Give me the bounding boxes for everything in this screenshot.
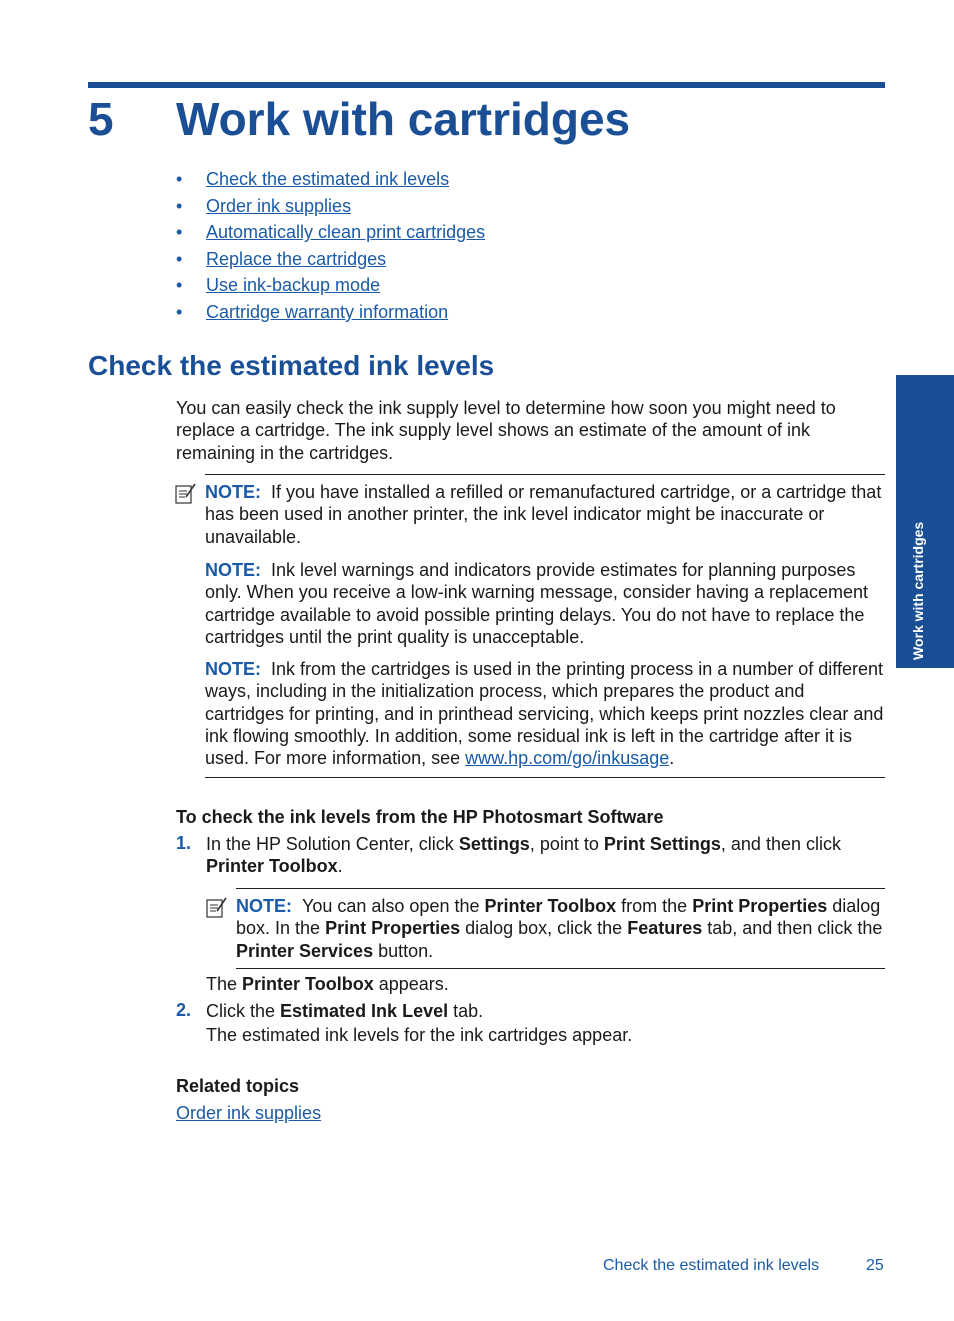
procedure-heading: To check the ink levels from the HP Photosmart Software [176, 807, 664, 827]
step-2-result: The estimated ink levels for the ink cartridges appear. [206, 1025, 633, 1045]
note-text: Ink from the cartridges is used in the printing process in a number of different ways, including in the initialization process, which prepares the product and cartridges for printing, and in printhead servicing, which keeps print nozzles clear and ink flowing smoothly. In addition, some residual ink is left in the cartridge after it is used. For more information, see [205, 659, 884, 769]
toc-item [176, 193, 485, 220]
note-bottom-rule [236, 968, 885, 969]
bullet-icon: • [176, 275, 183, 296]
related-topics-heading: Related topics [176, 1076, 300, 1096]
note-top-rule [236, 888, 885, 889]
note-text: Ink level warnings and indicators provide estimates for planning purposes only. When you receive a low-ink warning message, consider having a replacement cartridge available to avoid possible printing delays. You do not have to replace the cartridges until the print quality is unacceptable. [205, 560, 869, 647]
related-topics-list [176, 1102, 886, 1124]
toc-item [176, 272, 485, 299]
toc-item [176, 299, 485, 326]
step-2-text: Click the Estimated Ink Level tab. [206, 1001, 484, 1021]
note-label: NOTE: [205, 482, 261, 502]
section-intro: You can easily check the ink supply level to determine how soon you might need to replace a cartridge. The ink supply level shows an estimate of the amount of ink remaining in the cartridges. [176, 398, 836, 463]
bullet-icon: • [176, 195, 183, 216]
step-1-note: NOTE: You can also open the Printer Toolbox from the Print Properties dialog box. In the Print Properties dialog box, click the Features tab, and then click the Printer Services button. [236, 896, 883, 961]
note-2 [205, 559, 885, 648]
toc-item [176, 166, 485, 193]
bullet-icon: • [176, 248, 183, 269]
note-text: If you have installed a refilled or remanufactured cartridge, or a cartridge that has been used in another printer, the ink level indicator might be inaccurate or unavailable. [205, 482, 882, 547]
toc-link-order-ink[interactable]: Order ink supplies [206, 195, 352, 216]
chapter-rule [88, 82, 885, 88]
step-1-result: The Printer Toolbox appears. [206, 974, 449, 994]
related-link-order-ink[interactable]: Order ink supplies [176, 1103, 322, 1123]
step-number: 2. [176, 1000, 192, 1020]
note-label: NOTE: [205, 560, 261, 580]
footer-section-title: Check the estimated ink levels [603, 1257, 820, 1274]
step-number: 1. [176, 833, 192, 853]
section-heading: Check the estimated ink levels [88, 350, 495, 381]
toc-link-warranty[interactable]: Cartridge warranty information [206, 301, 449, 322]
side-tab-label: Work with cartridges [910, 521, 926, 660]
note-3: NOTE: Ink from the cartridges is used in the printing process in a number of different ways, including in the initialization process, which prepares the product and cartridges for printing, and in printhead servicing, which keeps print nozzles clear and ink flowing smoothly. In addition, some residual ink is left in the cartridge after it is used. For more information, see www.hp.com/go/inkusage. [205, 659, 884, 769]
toc-item [176, 246, 485, 273]
note-label: NOTE: [205, 659, 261, 679]
toc-link-check-ink-levels[interactable]: Check the estimated ink levels [206, 169, 450, 189]
inkusage-link[interactable]: www.hp.com/go/inkusage [465, 748, 670, 769]
note-pencil-icon [206, 897, 228, 919]
note-1 [205, 481, 885, 548]
note-bottom-rule [205, 777, 885, 778]
chapter-toc [176, 166, 485, 326]
step-1-text: In the HP Solution Center, click Settings, point to Print Settings, and then click Printer Toolbox. [206, 834, 841, 877]
bullet-icon: • [176, 301, 183, 322]
toc-link-ink-backup[interactable]: Use ink-backup mode [206, 275, 381, 296]
note-pencil-icon [175, 483, 197, 505]
toc-link-auto-clean[interactable]: Automatically clean print cartridges [206, 222, 486, 243]
toc-link-replace[interactable]: Replace the cartridges [206, 248, 387, 269]
chapter-title: Work with cartridges [176, 93, 631, 145]
bullet-icon: • [176, 169, 183, 189]
note-label: NOTE: [236, 896, 292, 916]
chapter-number: 5 [88, 93, 114, 145]
toc-item [176, 219, 485, 246]
note-top-rule [205, 474, 885, 475]
footer-page-number: 25 [866, 1257, 884, 1274]
bullet-icon: • [176, 222, 183, 243]
